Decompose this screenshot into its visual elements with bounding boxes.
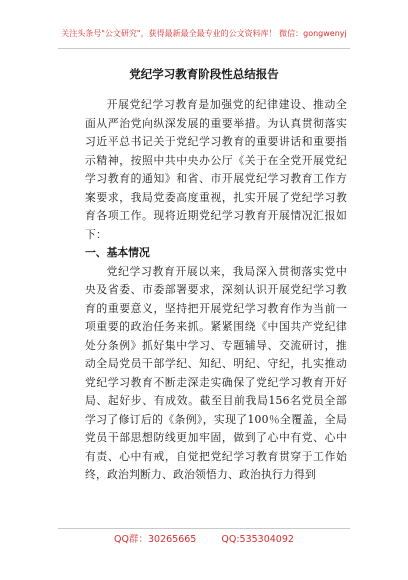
footer-qq: QQ:535304092 (221, 534, 294, 545)
document-title: 党纪学习教育阶段性总结报告 (129, 67, 279, 81)
footer-contact (0, 533, 408, 546)
footer-qq-group: QQ群：30265665 (114, 534, 197, 545)
document-body (85, 96, 347, 485)
section-1-paragraph: 党纪学习教育开展以来，我局深入贯彻落实党中央及省委、市委部署要求，深刻认识开展党纪学习教育的重要意义，坚持把开展党纪学习教育作为当前一项重要的政治任务来抓。紧紧围绕《中国共产党纪律处分条例》抓好集中学习、专题辅导、交流研讨，推动全局党员干部学纪、知纪、明纪、守纪，扎实推动党纪学习教育不断走深走实确保了党纪学习教育开好局、起好步、有成效。截至目前我局156名党员全部学习了修订后的《条例》，实现了100％全覆盖，全局党员干部思想防线更加牢固，做到了心中有党、心中有责、心中有戒，自觉把党纪学习教育贯穿于工作始终，政治判断力、政治领悟力、政治执行力得到 (85, 264, 347, 481)
header-divider (58, 48, 350, 49)
section-heading-basic-situation: 一、基本情况 (85, 246, 150, 259)
header-notice: 关注头条号"公文研究"，获得最新最全最专业的公文资料库！ 微信：gongwenyj (61, 29, 347, 38)
footer-divider (58, 528, 350, 529)
intro-paragraph: 开展党纪学习教育是加强党的纪律建设、推动全面从严治党向纵深发展的重要举措。为认真贯彻落实习近平总书记关于党纪学习教育的重要讲话和重要指示精神，按照中共中央办公厅《关于在全党开展党纪学习教育的通知》和省、市开展党纪学习教育工作方案要求，我局党委高度重视，扎实开展了党纪学习教育各项工作。现将近期党纪学习教育开展情况汇报如下： (85, 98, 347, 241)
